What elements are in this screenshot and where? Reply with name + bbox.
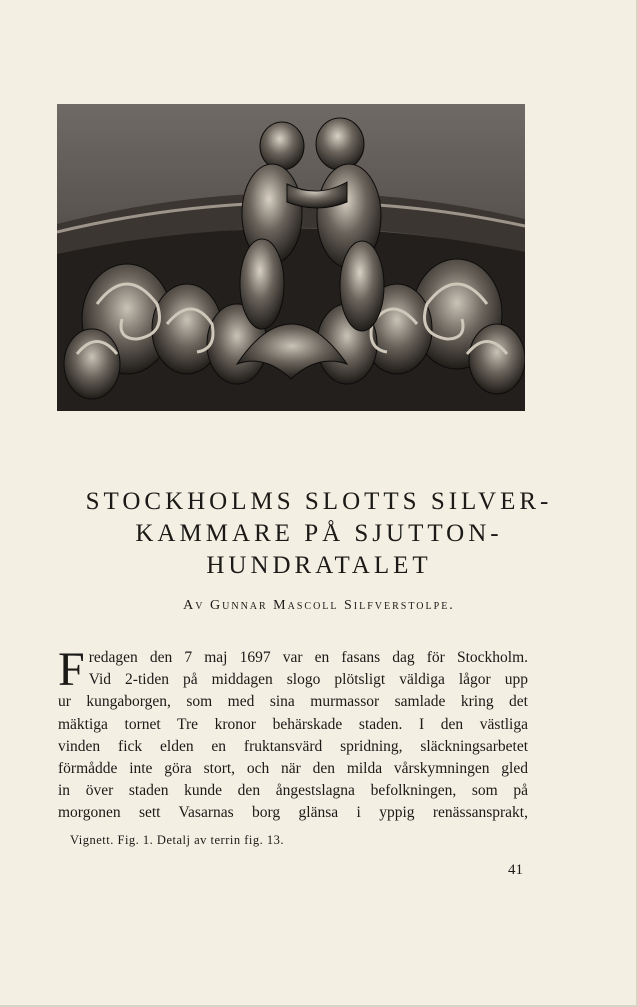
body-line-8: morgonen sett Vasarnas borg glänsa i yppig renässansprakt, bbox=[58, 804, 528, 822]
byline-author: Gunnar Mascoll Silfverstolpe. bbox=[210, 598, 455, 613]
body-line-7: in över staden kunde den ångestslagna befolkningen, som på bbox=[58, 782, 528, 800]
body-line-4: mäktiga tornet Tre kronor behärskade staden. I den västliga bbox=[58, 715, 528, 733]
body-line-1: redagen den 7 maj 1697 var en fasans dag för Stockholm. bbox=[88, 649, 528, 666]
drop-cap: F bbox=[58, 643, 85, 696]
byline-prefix: Av bbox=[183, 598, 205, 613]
title-line-2: KAMMARE PÅ SJUTTON- bbox=[135, 520, 503, 547]
byline bbox=[0, 598, 638, 614]
body-paragraph bbox=[58, 643, 528, 825]
page-number: 41 bbox=[508, 862, 523, 878]
body-line-2: Vid 2-tiden på middagen slogo plötsligt väldiga lågor upp bbox=[88, 671, 528, 689]
body-line-5: vinden fick elden en fruktansvärd spridning, släckningsarbetet bbox=[58, 737, 528, 755]
vignette-image bbox=[57, 104, 525, 411]
article-title bbox=[40, 486, 598, 582]
figure-caption: Vignett. Fig. 1. Detalj av terrin fig. 13. bbox=[70, 833, 284, 847]
cherubs-tureen-illustration bbox=[57, 104, 525, 411]
body-line-3: ur kungaborgen, som med sina murmassor samlade kring det bbox=[58, 693, 528, 711]
body-line-6: förmådde inte göra stort, och när den milda vårskymningen gled bbox=[58, 760, 528, 778]
title-line-3: HUNDRATALET bbox=[206, 552, 432, 579]
title-line-1: STOCKHOLMS SLOTTS SILVER- bbox=[85, 488, 553, 515]
